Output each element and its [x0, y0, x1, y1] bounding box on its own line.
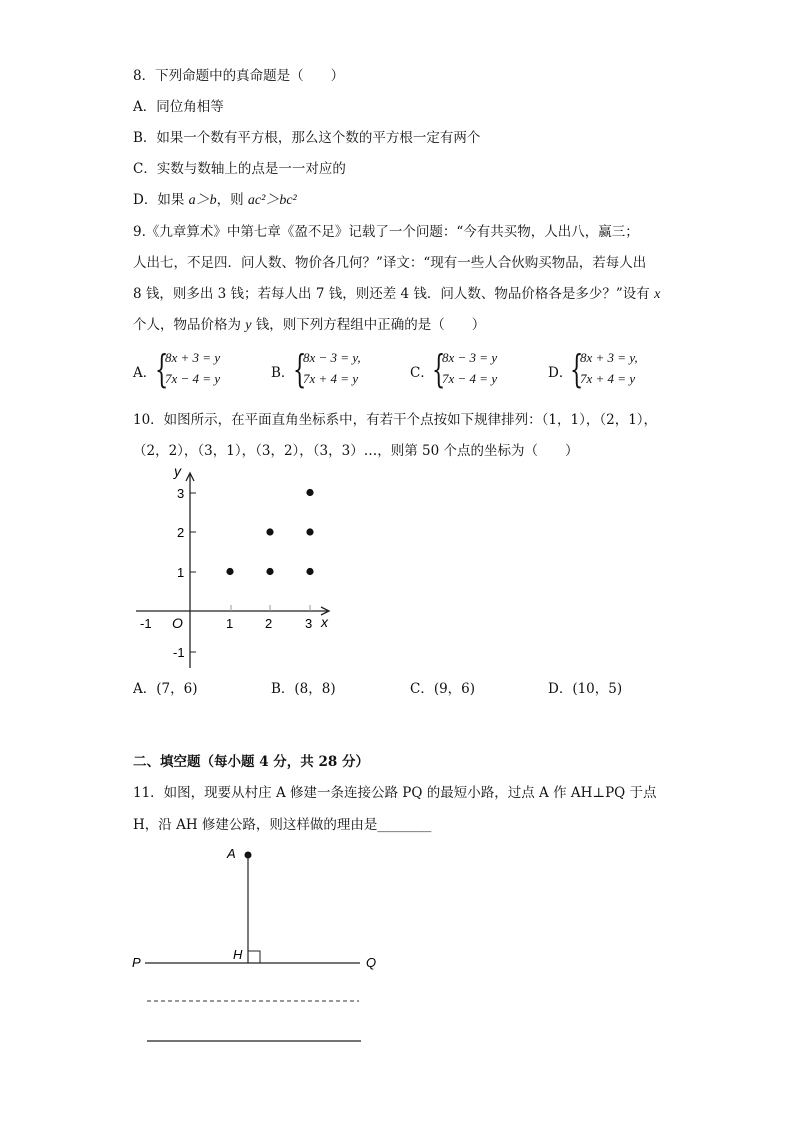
q9-option-d-eq1: 8x + 3 = y, [580, 350, 638, 365]
q9-var-y: y [245, 318, 252, 333]
graph-point [266, 568, 273, 575]
q10-option-b: B．(8，8) [271, 681, 336, 697]
q9-option-b-label: B． [271, 365, 295, 381]
section-heading: 二、填空题（每小题 4 分，共 28 分） [133, 754, 369, 770]
y-tick-label: -1 [173, 645, 185, 660]
x-tick-label: 1 [226, 616, 234, 631]
label-a: A [227, 846, 236, 861]
graph-point [306, 568, 313, 575]
q10-option-d: D．(10，5) [548, 681, 623, 697]
label-p: P [132, 955, 141, 970]
x-axis-label: x [321, 614, 328, 630]
q8-stem: 8．下列命题中的真命题是（ ） [133, 68, 345, 84]
q8-option-a: A．同位角相等 [133, 99, 224, 115]
q9-line3-text: 8 钱，则多出 3 钱；若每人出 7 钱，则还差 4 钱．问人数、物品价格各是多少？”设有 [133, 286, 655, 302]
q11-line2: H，沿 AH 修建公路，则这样做的理由是________ [133, 817, 432, 833]
q9-option-c-label: C． [410, 365, 434, 381]
brace-icon: { [432, 347, 446, 391]
q10-option-a: A．(7，6) [133, 681, 198, 697]
brace-icon: { [155, 347, 169, 391]
q11-figure [125, 840, 395, 1055]
q11-line1: 11．如图，现要从村庄 A 修建一条连接公路 PQ 的最短小路，过点 A 作 AH⊥PQ 于点 [133, 785, 657, 801]
origin-label: O [172, 615, 183, 631]
y-tick-label: 3 [177, 486, 185, 501]
brace-icon: { [293, 347, 307, 391]
q8-option-c: C．实数与数轴上的点是一一对应的 [133, 161, 346, 177]
q9-option-c-eq1: 8x − 3 = y [442, 350, 498, 365]
q9-option-a-label: A． [133, 365, 157, 381]
y-tick-label: 2 [177, 525, 185, 540]
x-tick-label: 3 [305, 616, 313, 631]
q9-option-b-eq1: 8x − 3 = y, [303, 350, 361, 365]
q9-option-a-eq2: 7x − 4 = y [165, 371, 221, 386]
q10-line1: 10．如图所示，在平面直角坐标系中，有若干个点按如下规律排列：（1，1），（2，1）， [133, 412, 658, 428]
q10-option-c: C．(9，6) [410, 681, 476, 697]
q9-line2: 人出七，不足四．问人数、物价各几何？”译文：“现有一些人合伙购买物品，若每人出 [133, 255, 647, 271]
label-q: Q [366, 955, 377, 970]
graph-point [306, 528, 313, 535]
q8-d-condition: a＞b [188, 193, 217, 208]
graph-point [266, 528, 273, 535]
q9-line4 [133, 315, 485, 336]
q10-line2: （2，2），（3，1），（3，2），（3，3）…，则第 50 个点的坐标为（ ） [133, 443, 579, 459]
q9-option-d-eq2: 7x + 4 = y [580, 371, 636, 386]
q9-option-c-eq2: 7x − 4 = y [442, 371, 498, 386]
q9-var-x: x [654, 287, 661, 302]
q10-coordinate-graph [128, 462, 348, 677]
q9-option-a-eq1: 8x + 3 = y [165, 350, 221, 365]
y-tick-label: 1 [177, 565, 185, 580]
q9-line4-text-a: 个人，物品价格为 [133, 317, 246, 333]
q8-d-prefix: D．如果 [133, 192, 189, 208]
x-tick-label: -1 [140, 616, 152, 631]
q9-line3 [133, 284, 660, 305]
q9-line1: 9.《九章算术》中第七章《盈不足》记载了一个问题：“今有共买物，人出八，赢三； [133, 224, 639, 240]
q9-line4-text-b: 钱，则下列方程组中正确的是（ ） [251, 317, 486, 333]
graph-point [306, 489, 313, 496]
graph-point [226, 568, 233, 575]
q8-d-mid: ，则 [216, 192, 248, 208]
q8-option-d [133, 190, 297, 211]
brace-icon: { [570, 347, 584, 391]
x-tick-label: 2 [265, 616, 273, 631]
q8-option-b: B．如果一个数有平方根，那么这个数的平方根一定有两个 [133, 130, 481, 146]
q8-d-result: ac²＞bc² [247, 193, 297, 208]
q9-option-b-eq2: 7x + 4 = y [303, 371, 359, 386]
y-axis-label: y [174, 463, 181, 479]
right-angle-icon [248, 951, 260, 963]
q9-option-d-label: D． [548, 365, 573, 381]
label-h: H [233, 947, 243, 962]
